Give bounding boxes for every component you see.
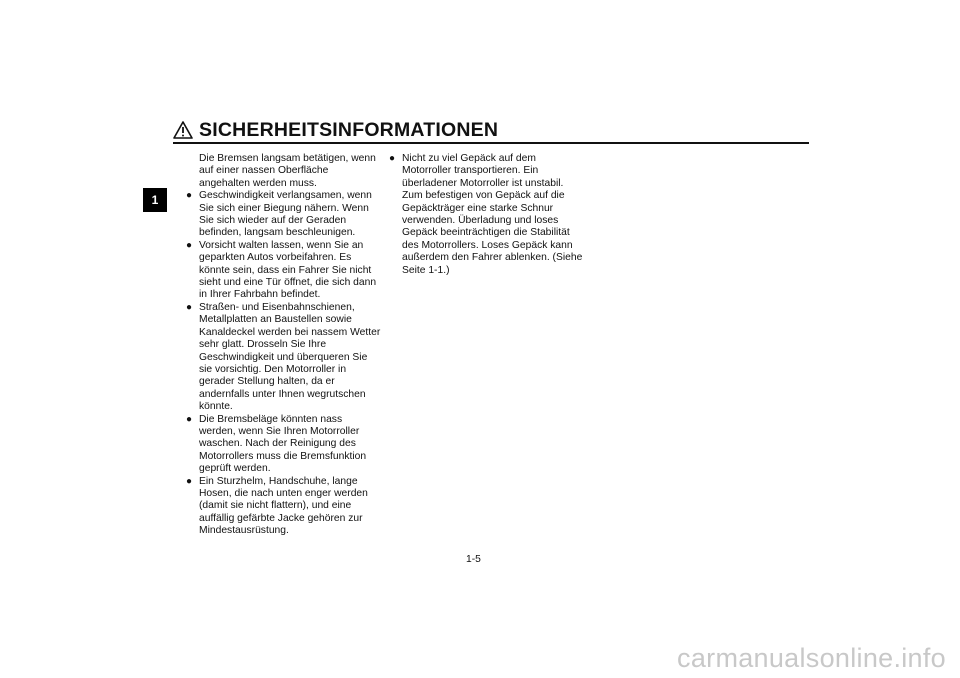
intro-paragraph: Die Bremsen langsam betätigen, wenn auf einer nassen Oberfläche angehalten werden muss. xyxy=(199,153,376,189)
section-header xyxy=(173,118,809,144)
list-item-text: Ein Sturzhelm, Handschuhe, lange Hosen, die nach unten enger werden (damit sie nicht flattern), und eine auffällig gefärbte Jacke gehören zur Mindestausrüstung. xyxy=(199,475,368,537)
list-item-text: Vorsicht walten lassen, wenn Sie an geparkten Autos vorbeifahren. Es könnte sein, dass ein Fahrer Sie nicht sieht und eine Tür öffnet, die sich dann in Ihrer Fahrbahn befindet. xyxy=(199,239,377,301)
warning-triangle-icon xyxy=(173,121,193,139)
list-item xyxy=(187,190,381,240)
list-item xyxy=(187,476,381,538)
header-rule xyxy=(173,142,809,144)
watermark: carmanualsonline.info xyxy=(677,643,946,673)
right-column xyxy=(390,153,584,277)
list-item-text: Straßen- und Eisenbahnschienen, Metallplatten an Baustellen sowie Kanaldeckel werden bei nassem Wetter sehr glatt. Drosseln Sie Ihre Geschwindigkeit und überqueren Sie sie vorsichtig. Den Motorroller in gerader Stellung halten, da er andernfalls unter Ihnen wegrutschen könnte. xyxy=(199,301,381,413)
left-column xyxy=(187,153,381,538)
list-item xyxy=(187,240,381,302)
page-number: 1-5 xyxy=(466,554,481,565)
bullet-icon: ● xyxy=(186,301,193,313)
chapter-tab: 1 xyxy=(143,188,167,212)
bullet-icon: ● xyxy=(186,239,193,251)
list-item xyxy=(187,302,381,414)
bullet-icon: ● xyxy=(186,190,193,202)
bullet-icon: ● xyxy=(186,413,193,425)
page-title: SICHERHEITSINFORMATIONEN xyxy=(199,119,499,141)
bullet-icon: ● xyxy=(389,153,396,164)
list-item-text: Nicht zu viel Gepäck auf dem Motorroller transportieren. Ein überladener Motorroller ist unstabil. Zum befestigen von Gepäck auf die Gepäckträger eine starke Schnur verwenden. Überladung und loses Gepäck beeinträchtigen die Stabilität des Motorrollers. Loses Gepäck kann außerdem den Fahrer ablenken. (Siehe Seite 1-1.) xyxy=(402,153,583,276)
list-item-text: Geschwindigkeit verlangsamen, wenn Sie sich einer Biegung nähern. Wenn Sie sich wieder auf der Geraden befinden, langsam beschleunigen. xyxy=(199,190,372,239)
list-item xyxy=(390,153,584,277)
list-item-text: Die Bremsbeläge könnten nass werden, wenn Sie Ihren Motorroller waschen. Nach der Reinigung des Motorrollers muss die Bremsfunktion geprüft werden. xyxy=(199,413,367,475)
bullet-icon: ● xyxy=(186,475,193,487)
list-item xyxy=(187,414,381,476)
